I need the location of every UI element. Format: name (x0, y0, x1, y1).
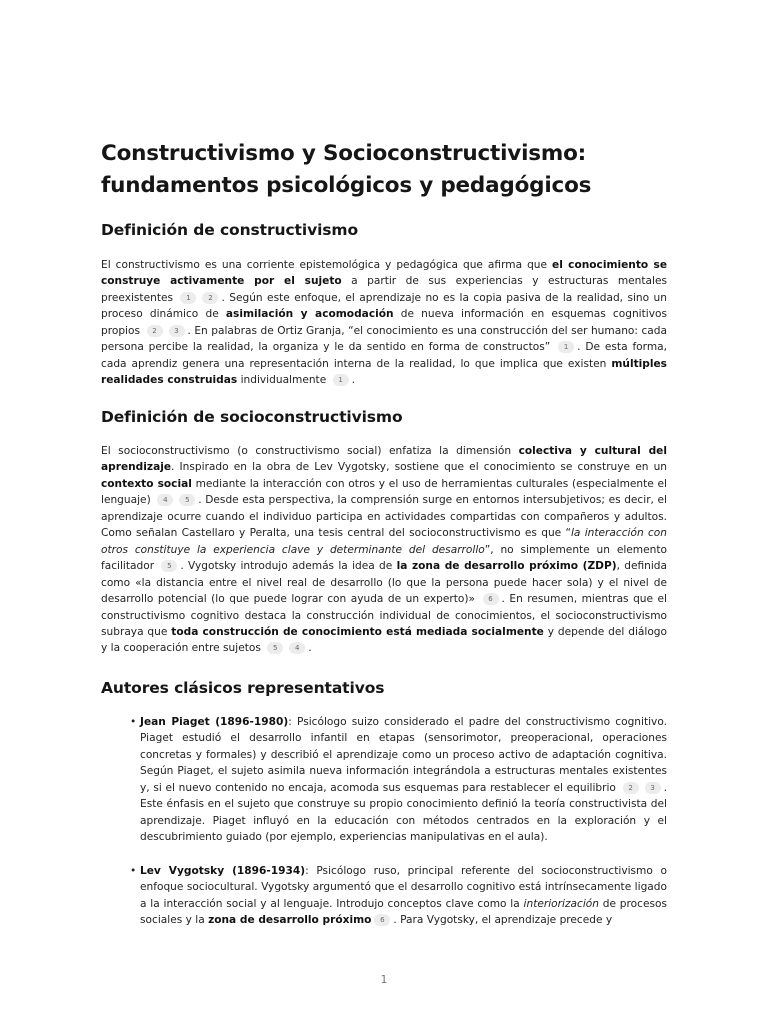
text-run: . De esta forma, cada aprendiz genera una representación interna de la realidad, lo que implica que existen (101, 341, 667, 370)
text-run: . Desde esta perspectiva, la comprensión surge en entornos intersubjetivos; es decir, el aprendizaje ocurre cuando el individuo participa en actividades compartidas con compañeros y adultos. Como señalan Castellaro y Peralta, una tesis central del socioconstructivismo es que “ (101, 494, 667, 540)
authors-list (130, 714, 667, 945)
citation-badge[interactable]: 5 (267, 642, 283, 654)
text-run: . (308, 642, 312, 655)
text-run: . En palabras de Ortiz Granja, “el conocimiento es una construcción del ser humano: cada persona percibe la realidad, la organiza y le da sentido en forma de constructos” (101, 324, 667, 354)
text-run: individualmente (237, 374, 330, 387)
heading-def-constructivismo: Definición de constructivismo (101, 221, 359, 239)
text-run: : Psicólogo ruso, principal referente del socioconstructivismo o enfoque sociocultural. Vygotsky argumentó que el desarrollo cognitivo está intrínsecamente ligado a la interacción social y al lenguaje. Introdujo conceptos clave como la (140, 864, 667, 910)
citation-badge[interactable]: 4 (157, 494, 173, 506)
page-number: 1 (380, 973, 388, 986)
citation-badge[interactable]: 1 (180, 292, 196, 304)
text-run: . Inspirado en la obra de Lev Vygotsky, sostiene que el conocimiento se construye en un (171, 461, 667, 474)
heading-autores: Autores clásicos representativos (101, 679, 385, 697)
text-run: de nueva información en esquemas cognitivos propios (101, 308, 667, 337)
text-run: . Según este enfoque, el aprendizaje no es la copia pasiva de la realidad, sino un proceso dinámico de (101, 291, 667, 321)
citation-badge[interactable]: 6 (374, 914, 390, 926)
text-run: . Para Vygotsky, el aprendizaje precede y (393, 913, 613, 926)
citation-badge[interactable]: 2 (623, 782, 639, 794)
list-item-vygotsky (130, 863, 667, 929)
italic-term: interiorización (523, 897, 599, 910)
heading-def-socioconstructivismo: Definición de socioconstructivismo (101, 408, 403, 426)
text-run: El socioconstructivismo (o constructivismo social) enfatiza la dimensión (101, 445, 519, 457)
bold-phrase: asimilación y acomodación (225, 308, 394, 321)
text-run: : Psicólogo suizo considerado el padre del constructivismo cognitivo. Piaget estudió el desarrollo infantil en etapas (sensorimotor, preoperacional, operaciones concretas y formales) y describió el aprendizaje como un proceso activo de adaptación cognitiva. Según Piaget, el sujeto asimila nueva información integrándola a estructuras mentales existentes y, si el nuevo contenido no encaja, acomoda sus esquemas para restablecer el equilibrio (140, 716, 667, 794)
list-item-piaget (130, 714, 667, 846)
citation-badge[interactable]: 6 (483, 593, 499, 605)
italic-quote: la interacción con otros constituye la experiencia clave y determinante del desarrollo (101, 527, 667, 556)
text-run: . Este énfasis en el sujeto que construye su propio conocimiento definió la teoría constructivista del aprendizaje. Piaget influyó en la educación con métodos centrados en la exploración y el descubrimiento guiado (por ejemplo, experiencias manipulativas en el aula). (140, 781, 667, 844)
author-name: Jean Piaget (1896-1980) (140, 716, 289, 728)
citation-badge[interactable]: 5 (161, 560, 177, 572)
bullet-icon: • (130, 864, 137, 877)
citation-badge[interactable]: 5 (179, 494, 195, 506)
bold-phrase: zona de desarrollo próximo (208, 913, 372, 926)
text-run: y depende del diálogo y la cooperación entre sujetos (101, 625, 668, 655)
text-run: , definida como «la distancia entre el nivel real de desarrollo (lo que la persona puede hacer sola) y el nivel de desarrollo potencial (lo que puede lograr con ayuda de un experto)» (101, 560, 668, 606)
text-run: a partir de sus experiencias y estructuras mentales preexistentes (101, 275, 667, 304)
text-run: . (351, 374, 355, 387)
bold-phrase: la zona de desarrollo próximo (ZDP) (396, 560, 617, 573)
bold-phrase: múltiples realidades construidas (101, 357, 667, 387)
text-run: mediante la interacción con otros y el uso de herramientas culturales (especialmente el lenguaje) (101, 477, 667, 507)
paragraph-def-socioconstructivismo (101, 443, 667, 657)
citation-badge[interactable]: 3 (169, 325, 185, 337)
bold-phrase: contexto social (101, 477, 192, 490)
document-title: Constructivismo y Socioconstructivismo: fundamentos psicológicos y pedagógicos (101, 141, 592, 198)
bold-phrase: colectiva y cultural del aprendizaje (101, 445, 667, 474)
bold-phrase: toda construcción de conocimiento está mediada socialmente (171, 625, 544, 638)
citation-badge[interactable]: 4 (289, 642, 305, 654)
citation-badge[interactable]: 1 (333, 374, 349, 386)
paragraph-def-constructivismo (101, 257, 667, 389)
citation-badge[interactable]: 3 (645, 782, 661, 794)
citation-badge[interactable]: 1 (558, 341, 574, 353)
text-run: . Vygotsky introdujo además la idea de (180, 560, 397, 573)
text-run: de procesos sociales y la (140, 897, 668, 926)
author-name: Lev Vygotsky (1896-1934) (140, 864, 306, 877)
text-run: ”, no simplemente un elemento facilitador (101, 543, 667, 573)
text-run: El constructivismo es una corriente epistemológica y pedagógica que afirma que (101, 259, 553, 271)
bold-phrase: el conocimiento se construye activamente por el sujeto (101, 259, 668, 288)
bullet-icon: • (130, 716, 137, 728)
citation-badge[interactable]: 2 (147, 325, 163, 337)
text-run: . En resumen, mientras que el constructivismo cognitivo destaca la construcción individual de conocimientos, el socioconstructivismo subraya que (101, 593, 667, 638)
citation-badge[interactable]: 2 (202, 292, 218, 304)
